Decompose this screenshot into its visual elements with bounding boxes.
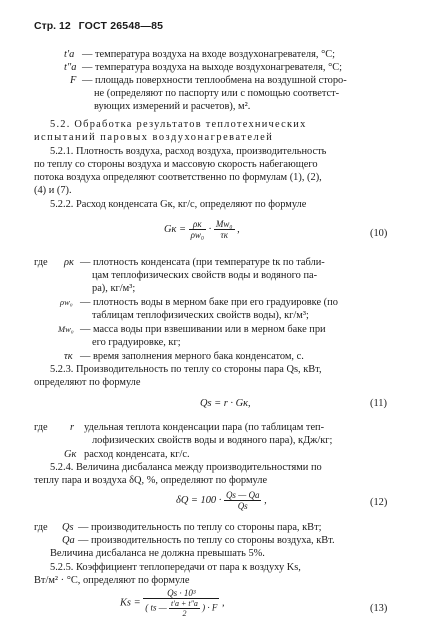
den-right: ) · F <box>202 602 218 613</box>
where-lead: где <box>34 422 48 433</box>
fraction-den: ρw₀ <box>190 230 205 240</box>
def-sym: τк <box>64 351 73 362</box>
formula-11: Qs = r · Gк, <box>200 398 251 409</box>
section-title: испытаний паровых воздухонагревателей <box>34 132 274 143</box>
def-text: его градуировке, кг; <box>92 337 181 348</box>
def-text: — плотность воды в мерном баке при его градуировке (по <box>80 297 338 308</box>
def-sym: ρк <box>64 257 74 268</box>
fraction <box>143 588 219 618</box>
paragraph-line: по теплу со стороны воздуха и массовую скорость набегающего <box>34 159 318 170</box>
def-text: — время заполнения мерного бака конденсатом, с. <box>80 351 304 362</box>
def-sym: r <box>70 422 75 433</box>
def-text: — производительность по теплу со стороны воздуха, кВт. <box>78 535 335 546</box>
fraction-num: Mw₀ <box>215 219 233 229</box>
formula-10 <box>164 219 240 240</box>
den-left: ( ts — <box>145 602 167 613</box>
section-title: 5.2. Обработка результатов теплотехнических <box>50 119 307 130</box>
paragraph-line: 5.2.1. Плотность воздуха, расход воздуха, производительность <box>50 146 327 157</box>
paragraph-line: Вт/м² · °С, определяют по формуле <box>34 575 190 586</box>
def-sym: Gк <box>64 449 77 460</box>
fraction-num: Qs — Qa <box>225 490 260 500</box>
def-sym: F <box>70 75 77 86</box>
def-text: — площадь поверхности теплообмена на воздушной сторо- <box>82 75 347 86</box>
page-number: Стр. 12 <box>34 20 71 32</box>
fraction-num: Qs · 10³ <box>143 588 219 599</box>
fraction <box>189 219 206 240</box>
def-text: расход конденсата, кг/с. <box>84 449 190 460</box>
def-text: — температура воздуха на выходе воздухонагревателя, °С; <box>82 62 343 73</box>
paragraph-line: потока воздуха определяют соответственно по формулам (1), (2), <box>34 172 322 183</box>
fraction-den: Qs <box>237 501 248 511</box>
fraction <box>214 219 235 240</box>
dot: · <box>208 223 212 235</box>
page-header <box>34 20 163 33</box>
def-text: лофизических свойств воды и водяного пара), кДж/кг; <box>92 435 333 446</box>
def-text: таблицам теплофизических свойств воды), кг/м³; <box>92 310 309 321</box>
fraction-num: ρк <box>189 219 206 230</box>
paragraph-line: 5.2.3. Производительность по теплу со стороны пара Qs, кВт, <box>50 364 322 375</box>
where-lead: где <box>34 257 48 268</box>
def-text: вующих измерений и расчетов), м². <box>94 101 251 112</box>
def-sym: Qa <box>62 535 75 546</box>
def-sym: Mw₀ <box>58 324 74 334</box>
inner-num: t′a + t″a <box>170 599 198 608</box>
paragraph-line: 5.2.2. Расход конденсата Gк, кг/с, определяют по формуле <box>50 199 307 210</box>
comma: , <box>222 597 225 609</box>
def-sym: Qs <box>62 522 74 533</box>
equation-number: (12) <box>370 497 388 508</box>
paragraph-line: (4) и (7). <box>34 185 72 196</box>
def-text: — температура воздуха на входе воздухонагревателя, °С; <box>82 49 336 60</box>
def-sym: t″a <box>64 62 77 73</box>
def-text: — масса воды при взвешивании или в мерном баке при <box>80 324 326 335</box>
def-text: ра), кг/м³; <box>92 283 136 294</box>
paragraph-line: Величина дисбаланса не должна превышать 5%. <box>50 548 265 559</box>
equation-number: (13) <box>370 603 388 614</box>
fraction-den <box>143 599 219 618</box>
inner-den: 2 <box>182 609 187 618</box>
def-text: удельная теплота конденсации пара (по таблицам теп- <box>84 422 325 433</box>
paragraph-line: определяют по формуле <box>34 377 141 388</box>
paragraph-line: 5.2.4. Величина дисбаланса между производительностями по <box>50 462 322 473</box>
formula-12 <box>176 490 267 511</box>
def-text: — производительность по теплу со стороны пара, кВт; <box>78 522 322 533</box>
paragraph-line: теплу пара и воздуха δQ, %, определяют по формуле <box>34 475 268 486</box>
def-text: — плотность конденсата (при температуре tк по табли- <box>80 257 325 268</box>
standard-code: ГОСТ 26548—85 <box>78 20 164 32</box>
fraction-den: τк <box>220 230 228 240</box>
formula-lhs: Gк = <box>164 223 186 235</box>
def-text: не (определяют по паспорту или с помощью соответст- <box>94 88 340 99</box>
fraction <box>224 490 262 511</box>
formula-lhs: Ks = <box>120 597 141 609</box>
formula-13 <box>120 588 225 618</box>
comma: , <box>237 223 240 235</box>
formula-lhs: δQ = 100 · <box>176 494 222 506</box>
inner-fraction <box>169 599 200 618</box>
paragraph-line: 5.2.5. Коэффициент теплопередачи от пара к воздуху Ks, <box>50 562 301 573</box>
where-lead: где <box>34 522 48 533</box>
equation-number: (11) <box>370 398 387 409</box>
def-sym: t′a <box>64 49 75 60</box>
comma: , <box>264 494 267 506</box>
equation-number: (10) <box>370 228 388 239</box>
def-sym: ρw₀ <box>60 297 73 307</box>
def-text: цам теплофизических свойств воды и водяного па- <box>92 270 318 281</box>
